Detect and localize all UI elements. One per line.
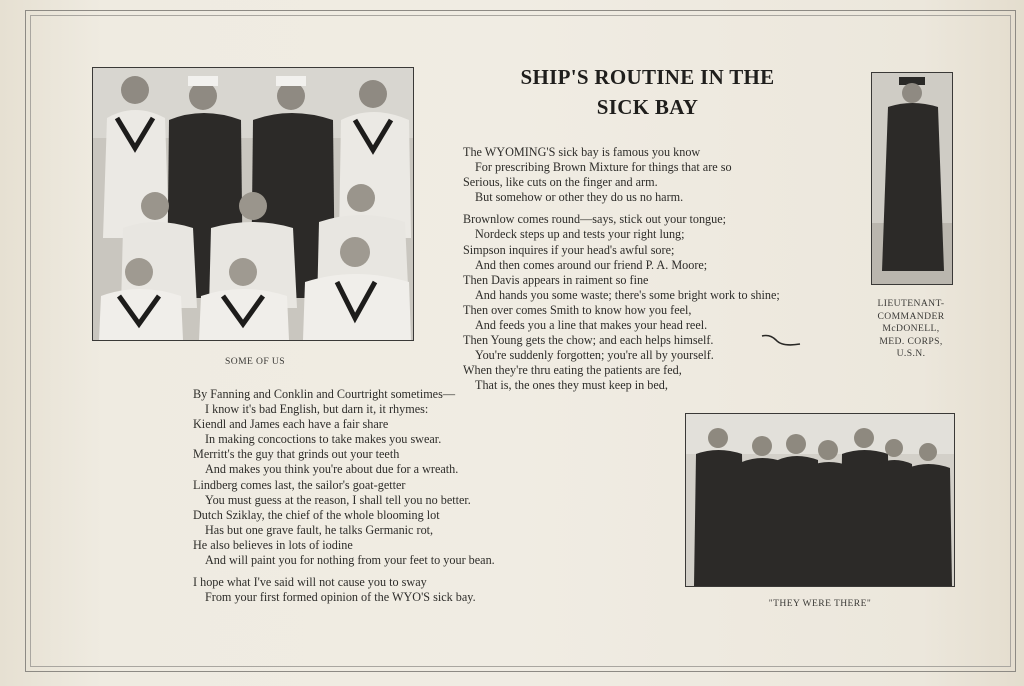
poem-line: And hands you some waste; there's some bright work to shine; [475, 287, 780, 302]
title-line-2: SICK BAY [596, 95, 699, 119]
poem-line: Serious, like cuts on the finger and arm. [463, 175, 658, 190]
poem-line: Nordeck steps up and tests your right lung; [475, 227, 685, 242]
officer-caption-line: McDONELL, [882, 323, 940, 334]
poem-line: Dutch Sziklay, the chief of the whole blooming lot [193, 507, 440, 522]
poem-line: You must guess at the reason, I shall tell you no better. [205, 492, 471, 507]
poem-right-column [463, 145, 780, 401]
staff-photo [685, 413, 955, 587]
poem-line: For prescribing Brown Mixture for things that are so [475, 160, 732, 175]
officer-caption-line: MED. CORPS, [879, 335, 943, 347]
poem-line: And feeds you a line that makes your head reel. [475, 318, 708, 333]
poem-stanza [463, 212, 780, 393]
poem-line: Merritt's the guy that grinds out your teeth [193, 447, 400, 462]
poem-line: That is, the ones they must keep in bed, [475, 378, 668, 393]
poem-line: From your first formed opinion of the WYO'S sick bay. [205, 590, 476, 605]
poem-line: Brownlow comes round—says, stick out your tongue; [463, 212, 727, 227]
poem-line: Simpson inquires if your head's awful sore; [463, 242, 675, 257]
poem-line: The WYOMING'S sick bay is famous you know [463, 145, 701, 159]
officer-caption-line: U.S.N. [896, 348, 926, 359]
title-line-1: SHIP'S ROUTINE IN THE [520, 65, 775, 89]
poem-line: I know it's bad English, but darn it, it rhymes: [205, 402, 429, 417]
poem-line: He also believes in lots of iodine [193, 537, 353, 552]
officer-caption-line: LIEUTENANT- [877, 298, 945, 309]
poem-line: When they're thru eating the patients are fed, [463, 363, 682, 378]
poem-line: Then Davis appears in raiment so fine [463, 272, 649, 287]
poem-line: In making concoctions to take makes you swear. [205, 432, 442, 447]
poem-line: I hope what I've said will not cause you to sway [193, 575, 427, 590]
poem-line: Then over comes Smith to know how you feel, [463, 302, 692, 317]
group-photo [92, 67, 414, 341]
staff-photo-caption: "THEY WERE THERE" [768, 598, 872, 609]
poem-line: Kiendl and James each have a fair share [193, 417, 389, 432]
poem-left-column [193, 387, 495, 612]
poem-line: Then Young gets the chow; and each helps himself. [463, 333, 714, 348]
group-photo-caption: SOME OF US [225, 356, 285, 367]
poem-line: And then comes around our friend P. A. Moore; [475, 257, 708, 272]
officer-caption-line: COMMANDER [877, 310, 945, 322]
poem-stanza [463, 145, 780, 205]
officer-photo [871, 72, 953, 285]
poem-line: Lindberg comes last, the sailor's goat-getter [193, 477, 406, 492]
poem-line: And will paint you for nothing from your feet to your bean. [205, 553, 495, 568]
poem-stanza [193, 575, 495, 605]
page-title [455, 62, 840, 122]
pen-mark-icon [760, 332, 802, 350]
officer-photo-caption [858, 298, 964, 361]
poem-line: Has but one grave fault, he talks Germanic rot, [205, 522, 434, 537]
poem-line: And makes you think you're about due for a wreath. [205, 462, 459, 477]
poem-stanza [193, 387, 495, 568]
poem-line: By Fanning and Conklin and Courtright sometimes— [193, 387, 456, 401]
poem-line: But somehow or other they do us no harm. [475, 190, 684, 205]
poem-line: You're suddenly forgotten; you're all by yourself. [475, 348, 714, 363]
